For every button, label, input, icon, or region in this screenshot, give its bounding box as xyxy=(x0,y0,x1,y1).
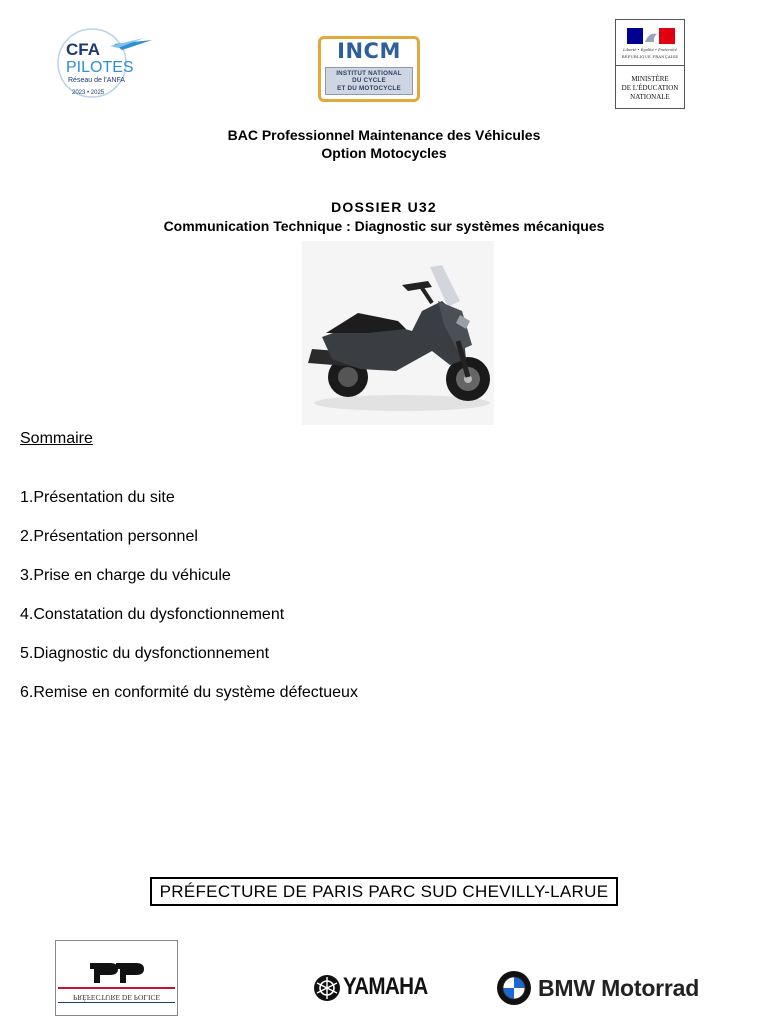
republique-francaise: RÉPUBLIQUE FRANÇAISE xyxy=(621,54,679,59)
site-banner: PRÉFECTURE DE PARIS PARC SUD CHEVILLY-LARUE xyxy=(150,877,618,906)
scooter-image xyxy=(302,241,494,425)
incm-sub-line3: ET DU MOTOCYCLE xyxy=(337,84,401,92)
toc-item: 3.Prise en charge du véhicule xyxy=(20,567,231,584)
ministere-line2: DE L'ÉDUCATION xyxy=(621,84,679,92)
toc-item: 6.Remise en conformité du système défectueux xyxy=(20,684,358,701)
bmw-word: BMW Motorrad xyxy=(538,975,700,1001)
marianne-block xyxy=(616,20,684,66)
toc-item: 4.Constatation du dysfonctionnement xyxy=(20,606,285,623)
incm-sub-line2: DU CYCLE xyxy=(352,77,386,85)
incm-subtitle xyxy=(325,67,413,95)
yamaha-logo xyxy=(313,972,429,1004)
bac-title: BAC Professionnel Maintenance des Véhicules xyxy=(227,127,541,143)
pilotes-word: PILOTES xyxy=(66,59,134,76)
incm-word: INCM xyxy=(337,39,401,63)
ministere-line1: MINISTÈRE xyxy=(631,75,669,83)
republic-motto: Liberté • Égalité • Fraternité xyxy=(623,48,677,52)
prefecture-police-logo xyxy=(55,940,178,1016)
ministere-name xyxy=(616,75,684,102)
yamaha-word: YAMAHA xyxy=(343,973,428,1000)
bmw-motorrad-logo xyxy=(496,968,716,1008)
incm-sub-line1: INSTITUT NATIONAL xyxy=(336,70,402,77)
yamaha-tuning-fork-icon xyxy=(313,974,341,1002)
ministere-line3: NATIONALE xyxy=(630,93,670,101)
toc-item: 2.Présentation personnel xyxy=(20,528,198,545)
dossier-title: DOSSIER U32 xyxy=(331,199,437,215)
toc-item: 5.Diagnostic du dysfonctionnement xyxy=(20,645,270,662)
subject-title: Communication Technique : Diagnostic sur systèmes mécaniques xyxy=(163,218,605,234)
bmw-roundel-icon xyxy=(496,970,532,1006)
prefecture-police-text xyxy=(58,992,175,1002)
prefecture-police-label: PRÉFECTURE DE POLICE xyxy=(72,993,161,1002)
ministere-education-logo xyxy=(615,19,685,109)
sommaire-heading: Sommaire xyxy=(20,430,93,447)
cfa-pilotes-logo xyxy=(52,26,156,100)
option-title: Option Motocycles xyxy=(321,145,447,161)
incm-logo xyxy=(318,36,420,102)
cfa-word: CFA xyxy=(66,40,100,59)
toc-item: 1.Présentation du site xyxy=(20,489,175,506)
cfa-network: Réseau de l'ANFA xyxy=(68,77,125,84)
cfa-years: 2023 • 2025 xyxy=(72,90,105,96)
french-flag-icon xyxy=(627,28,675,44)
